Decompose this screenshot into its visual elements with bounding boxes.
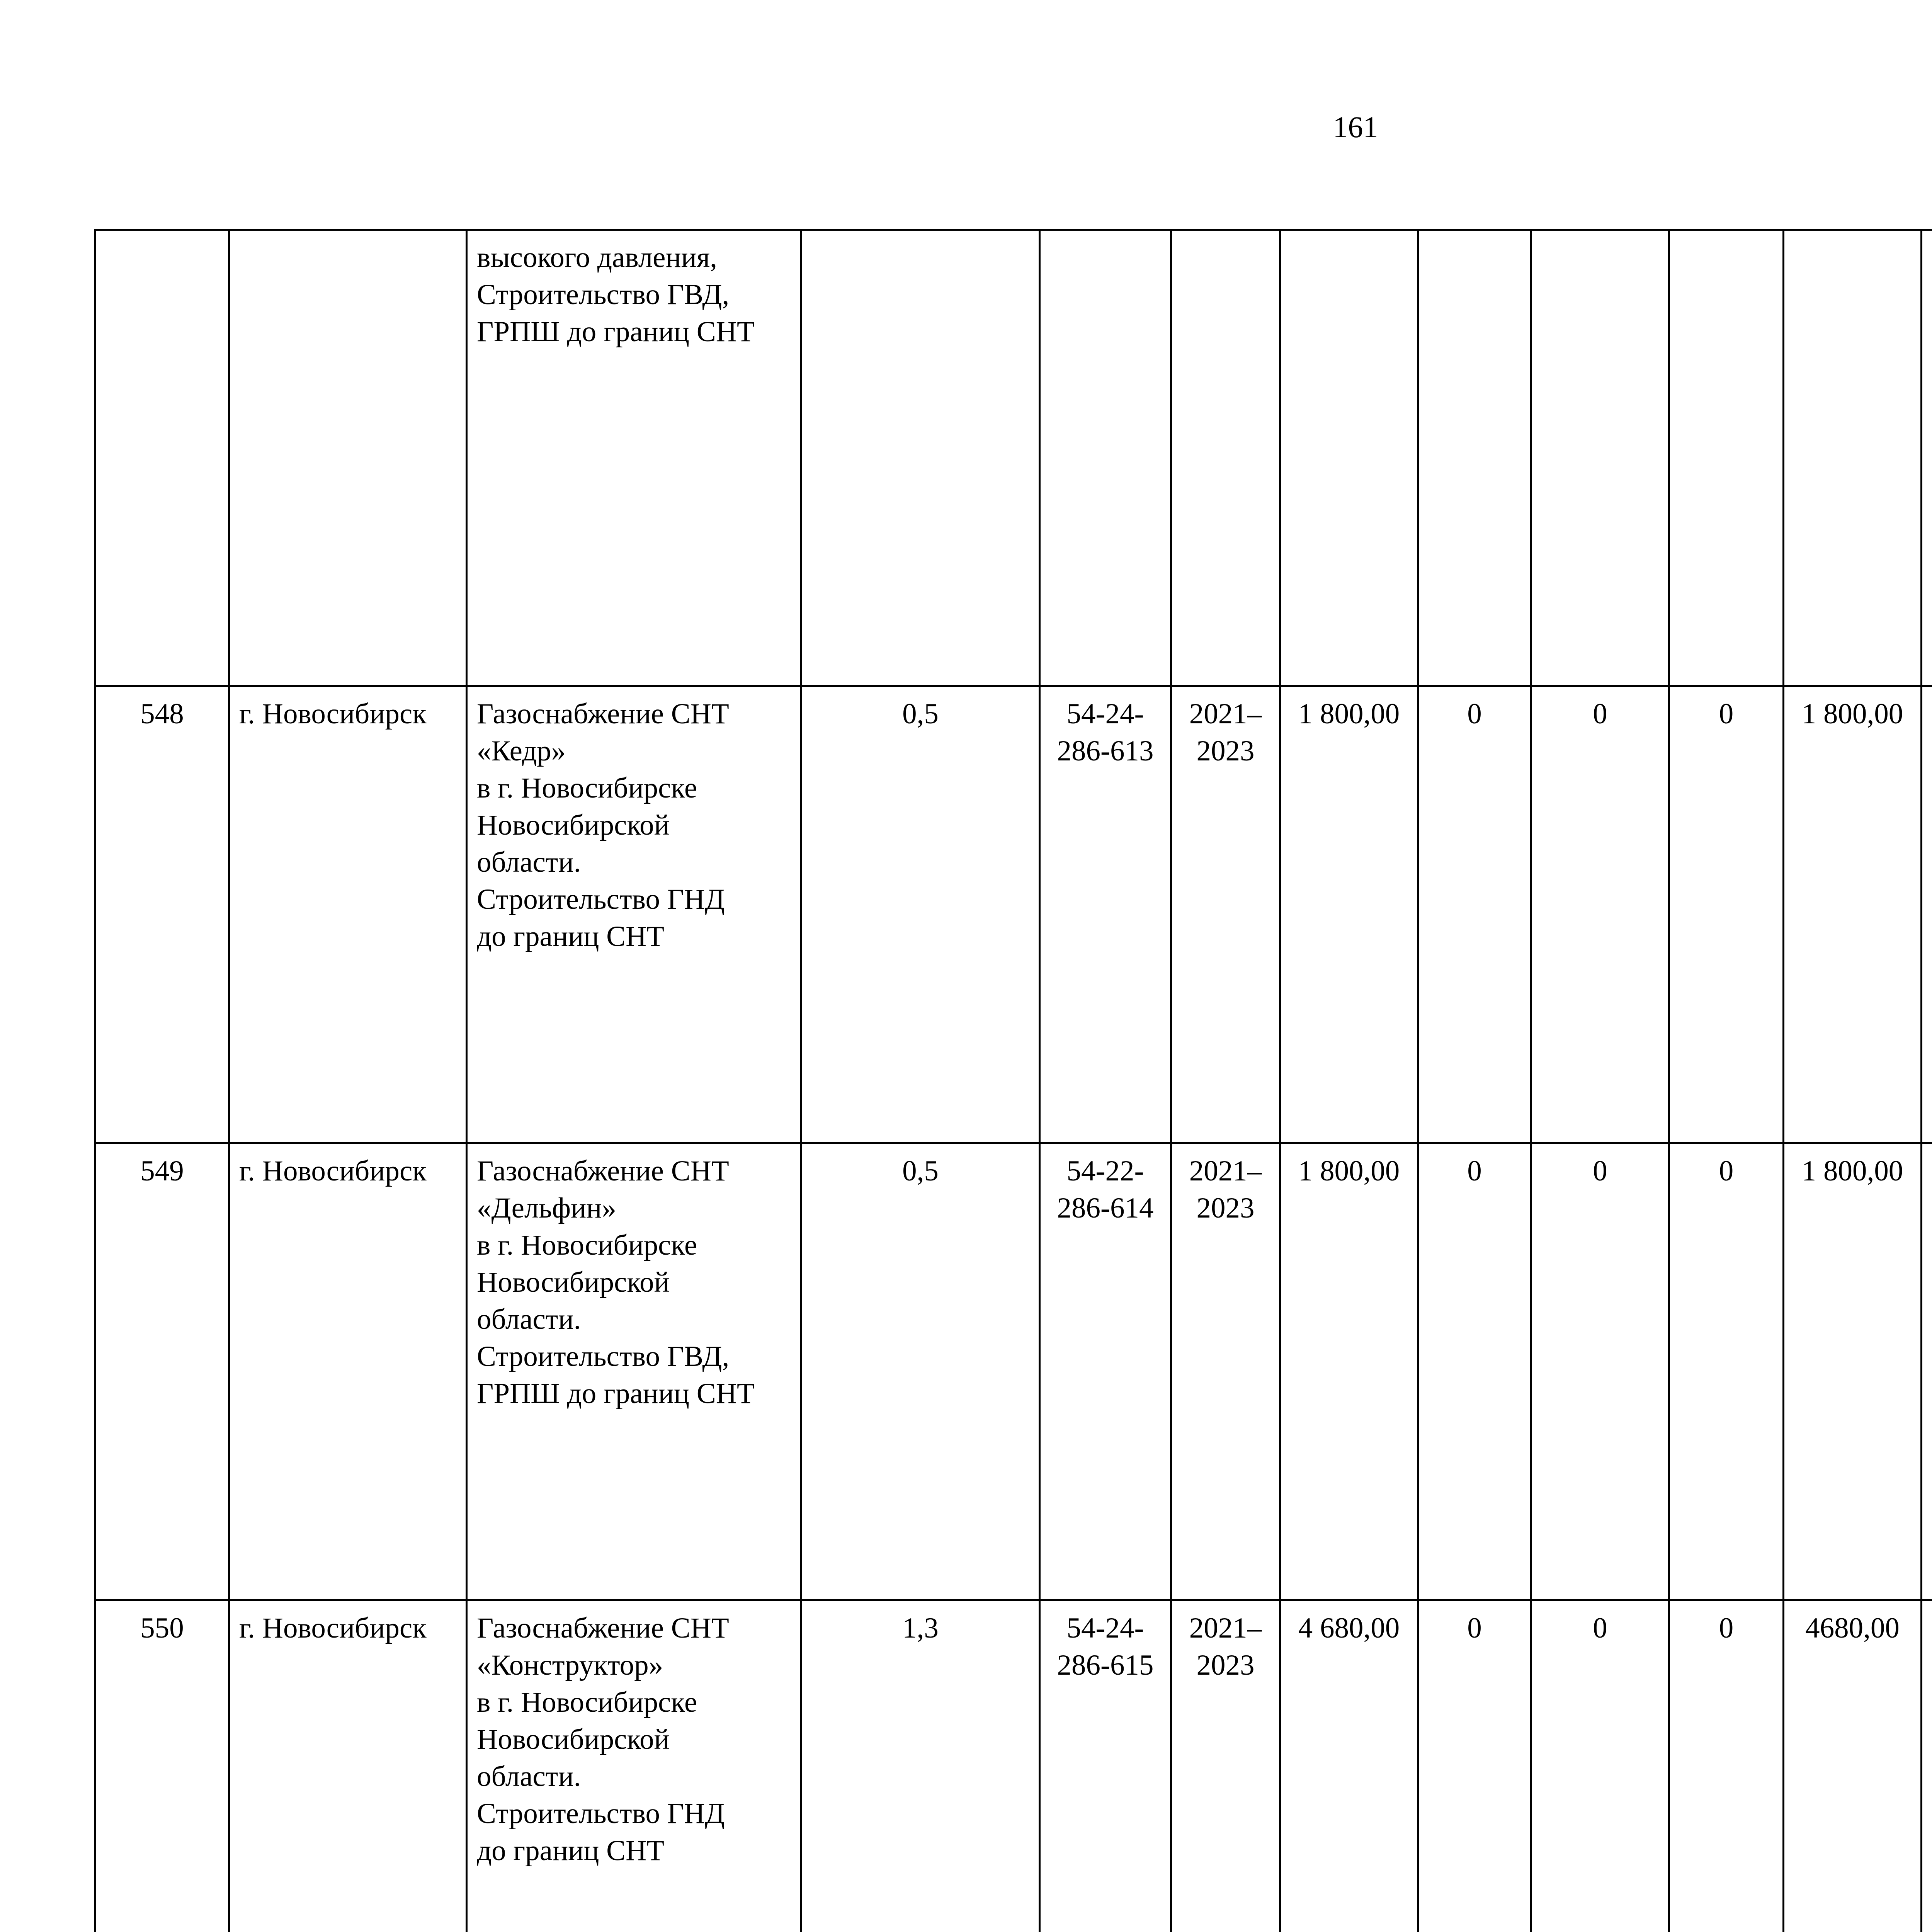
cell-no [95,230,229,686]
object-line: Строительство ГНД [477,881,791,918]
object-line: Газоснабжение СНТ [477,696,791,733]
table-body [95,230,1932,1932]
cell-v1: 0 [1418,1143,1531,1600]
data-table [94,229,1932,1932]
code-line: 54-24- [1050,1610,1161,1647]
cell-code [1040,686,1171,1143]
table-row [95,1143,1932,1600]
cell-locality: г. Новосибирск [229,1143,467,1600]
object-line: высокого давления, [477,239,791,276]
cell-v2: 0 [1531,1600,1669,1932]
object-line: области. [477,844,791,881]
table-row [95,1600,1932,1932]
object-line: Новосибирской [477,807,791,844]
period-line: 2023 [1181,1647,1270,1684]
code-line: 286-614 [1050,1190,1161,1227]
object-line: области. [477,1758,791,1795]
object-line: Строительство ГВД, [477,276,791,313]
cell-period [1171,1143,1280,1600]
cell-v3: 0 [1669,1143,1784,1600]
period-line: 2021– [1181,1610,1270,1647]
cell-locality: г. Новосибирск [229,686,467,1143]
cell-locality [229,230,467,686]
object-line: до границ СНТ [477,1832,791,1869]
object-line: в г. Новосибирске [477,770,791,807]
cell-v1: 0 [1418,686,1531,1143]
object-line: ГРПШ до границ СНТ [477,1375,791,1412]
cell-v4: 4680,00 [1784,1600,1922,1932]
cell-executor [1922,686,1932,1143]
cell-v3: 0 [1669,686,1784,1143]
cell-total: 1 800,00 [1280,686,1418,1143]
object-line: ГРПШ до границ СНТ [477,313,791,350]
object-line: до границ СНТ [477,918,791,955]
cell-code [1040,230,1171,686]
cell-object [467,1143,801,1600]
cell-total: 1 800,00 [1280,1143,1418,1600]
cell-code [1040,1143,1171,1600]
cell-v4: 1 800,00 [1784,1143,1922,1600]
cell-total [1280,230,1418,686]
cell-object [467,686,801,1143]
cell-v1: 0 [1418,1600,1531,1932]
cell-object [467,230,801,686]
code-line: 286-615 [1050,1647,1161,1684]
cell-locality: г. Новосибирск [229,1600,467,1932]
period-line: 2021– [1181,696,1270,733]
cell-v3 [1669,230,1784,686]
object-line: «Конструктор» [477,1647,791,1684]
cell-executor [1922,230,1932,686]
object-line: области. [477,1301,791,1338]
cell-no: 550 [95,1600,229,1932]
cell-v4 [1784,230,1922,686]
table-row [95,686,1932,1143]
object-line: Газоснабжение СНТ [477,1610,791,1647]
cell-period [1171,230,1280,686]
cell-length [801,230,1040,686]
cell-v2: 0 [1531,1143,1669,1600]
period-line: 2023 [1181,733,1270,770]
cell-v2 [1531,230,1669,686]
period-line: 2021– [1181,1153,1270,1190]
cell-length: 0,5 [801,1143,1040,1600]
cell-period [1171,686,1280,1143]
code-line: 54-22- [1050,1153,1161,1190]
object-line: Газоснабжение СНТ [477,1153,791,1190]
object-line: в г. Новосибирске [477,1684,791,1721]
cell-v2: 0 [1531,686,1669,1143]
object-line: Новосибирской [477,1721,791,1758]
cell-v1 [1418,230,1531,686]
object-line: «Кедр» [477,733,791,770]
cell-no: 548 [95,686,229,1143]
cell-period [1171,1600,1280,1932]
cell-object [467,1600,801,1932]
cell-code [1040,1600,1171,1932]
object-line: в г. Новосибирске [477,1227,791,1264]
object-line: Новосибирской [477,1264,791,1301]
cell-executor [1922,1143,1932,1600]
object-line: Строительство ГНД [477,1795,791,1832]
page-number: 161 [0,112,1932,142]
cell-total: 4 680,00 [1280,1600,1418,1932]
object-line: «Дельфин» [477,1190,791,1227]
cell-v3: 0 [1669,1600,1784,1932]
cell-executor [1922,1600,1932,1932]
code-line: 286-613 [1050,733,1161,770]
object-line: Строительство ГВД, [477,1338,791,1375]
table-row-continuation [95,230,1932,686]
code-line: 54-24- [1050,696,1161,733]
period-line: 2023 [1181,1190,1270,1227]
cell-length: 1,3 [801,1600,1040,1932]
cell-length: 0,5 [801,686,1040,1143]
cell-v4: 1 800,00 [1784,686,1922,1143]
cell-no: 549 [95,1143,229,1600]
